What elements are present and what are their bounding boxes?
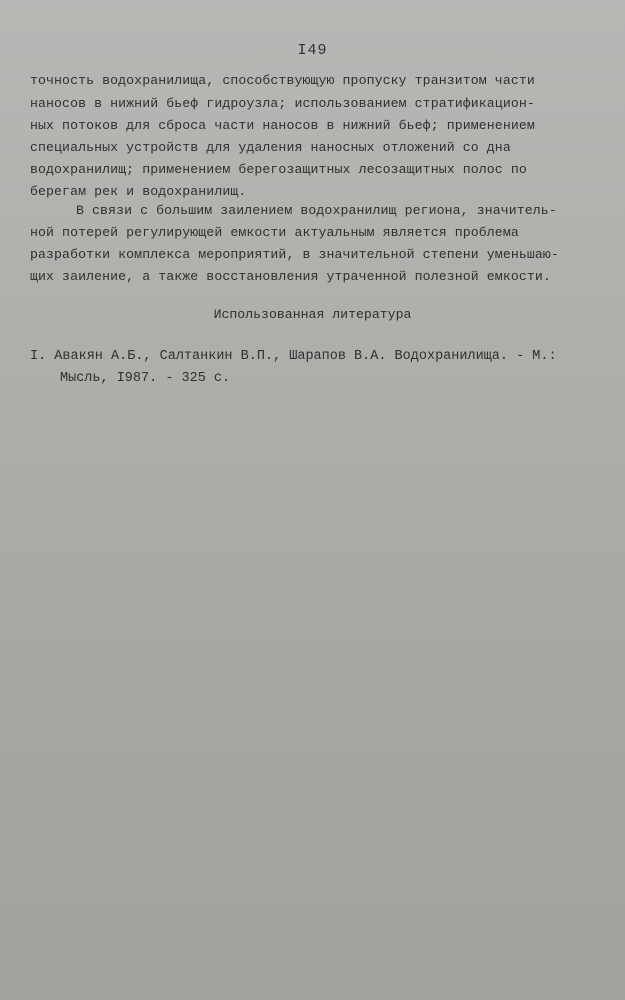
reference-line: Мысль, I987. - 325 с. — [60, 371, 231, 386]
text-line: наносов в нижний бьеф гидроузла; использованием стратификацион- — [30, 96, 535, 111]
text-line: специальных устройств для удаления наносных отложений со дна — [30, 140, 511, 155]
reference-line: I. Авакян А.Б., Салтанкин В.П., Шарапов В.А. Водохранилища. - М.: — [30, 349, 557, 364]
text-line: разработки комплекса мероприятий, в значительной степени уменьшаю- — [30, 247, 559, 262]
text-line: точность водохранилища, способствующую пропуску транзитом части — [30, 73, 535, 88]
references-heading: Использованная литература — [213, 307, 412, 322]
text-line: водохранилищ; применением берегозащитных лесозащитных полос по — [30, 162, 527, 177]
text-line: ных потоков для сброса части наносов в нижний бьеф; применением — [30, 118, 535, 133]
text-line: щих заиление, а также восстановления утраченной полезной емкости. — [30, 269, 551, 284]
text-line: берегам рек и водохранилищ. — [30, 184, 247, 199]
page-number: I49 — [297, 42, 328, 59]
text-line: В связи с большим заилением водохранилищ региона, значитель- — [76, 203, 557, 218]
text-line: ной потерей регулирующей емкости актуальным является проблема — [30, 225, 519, 240]
